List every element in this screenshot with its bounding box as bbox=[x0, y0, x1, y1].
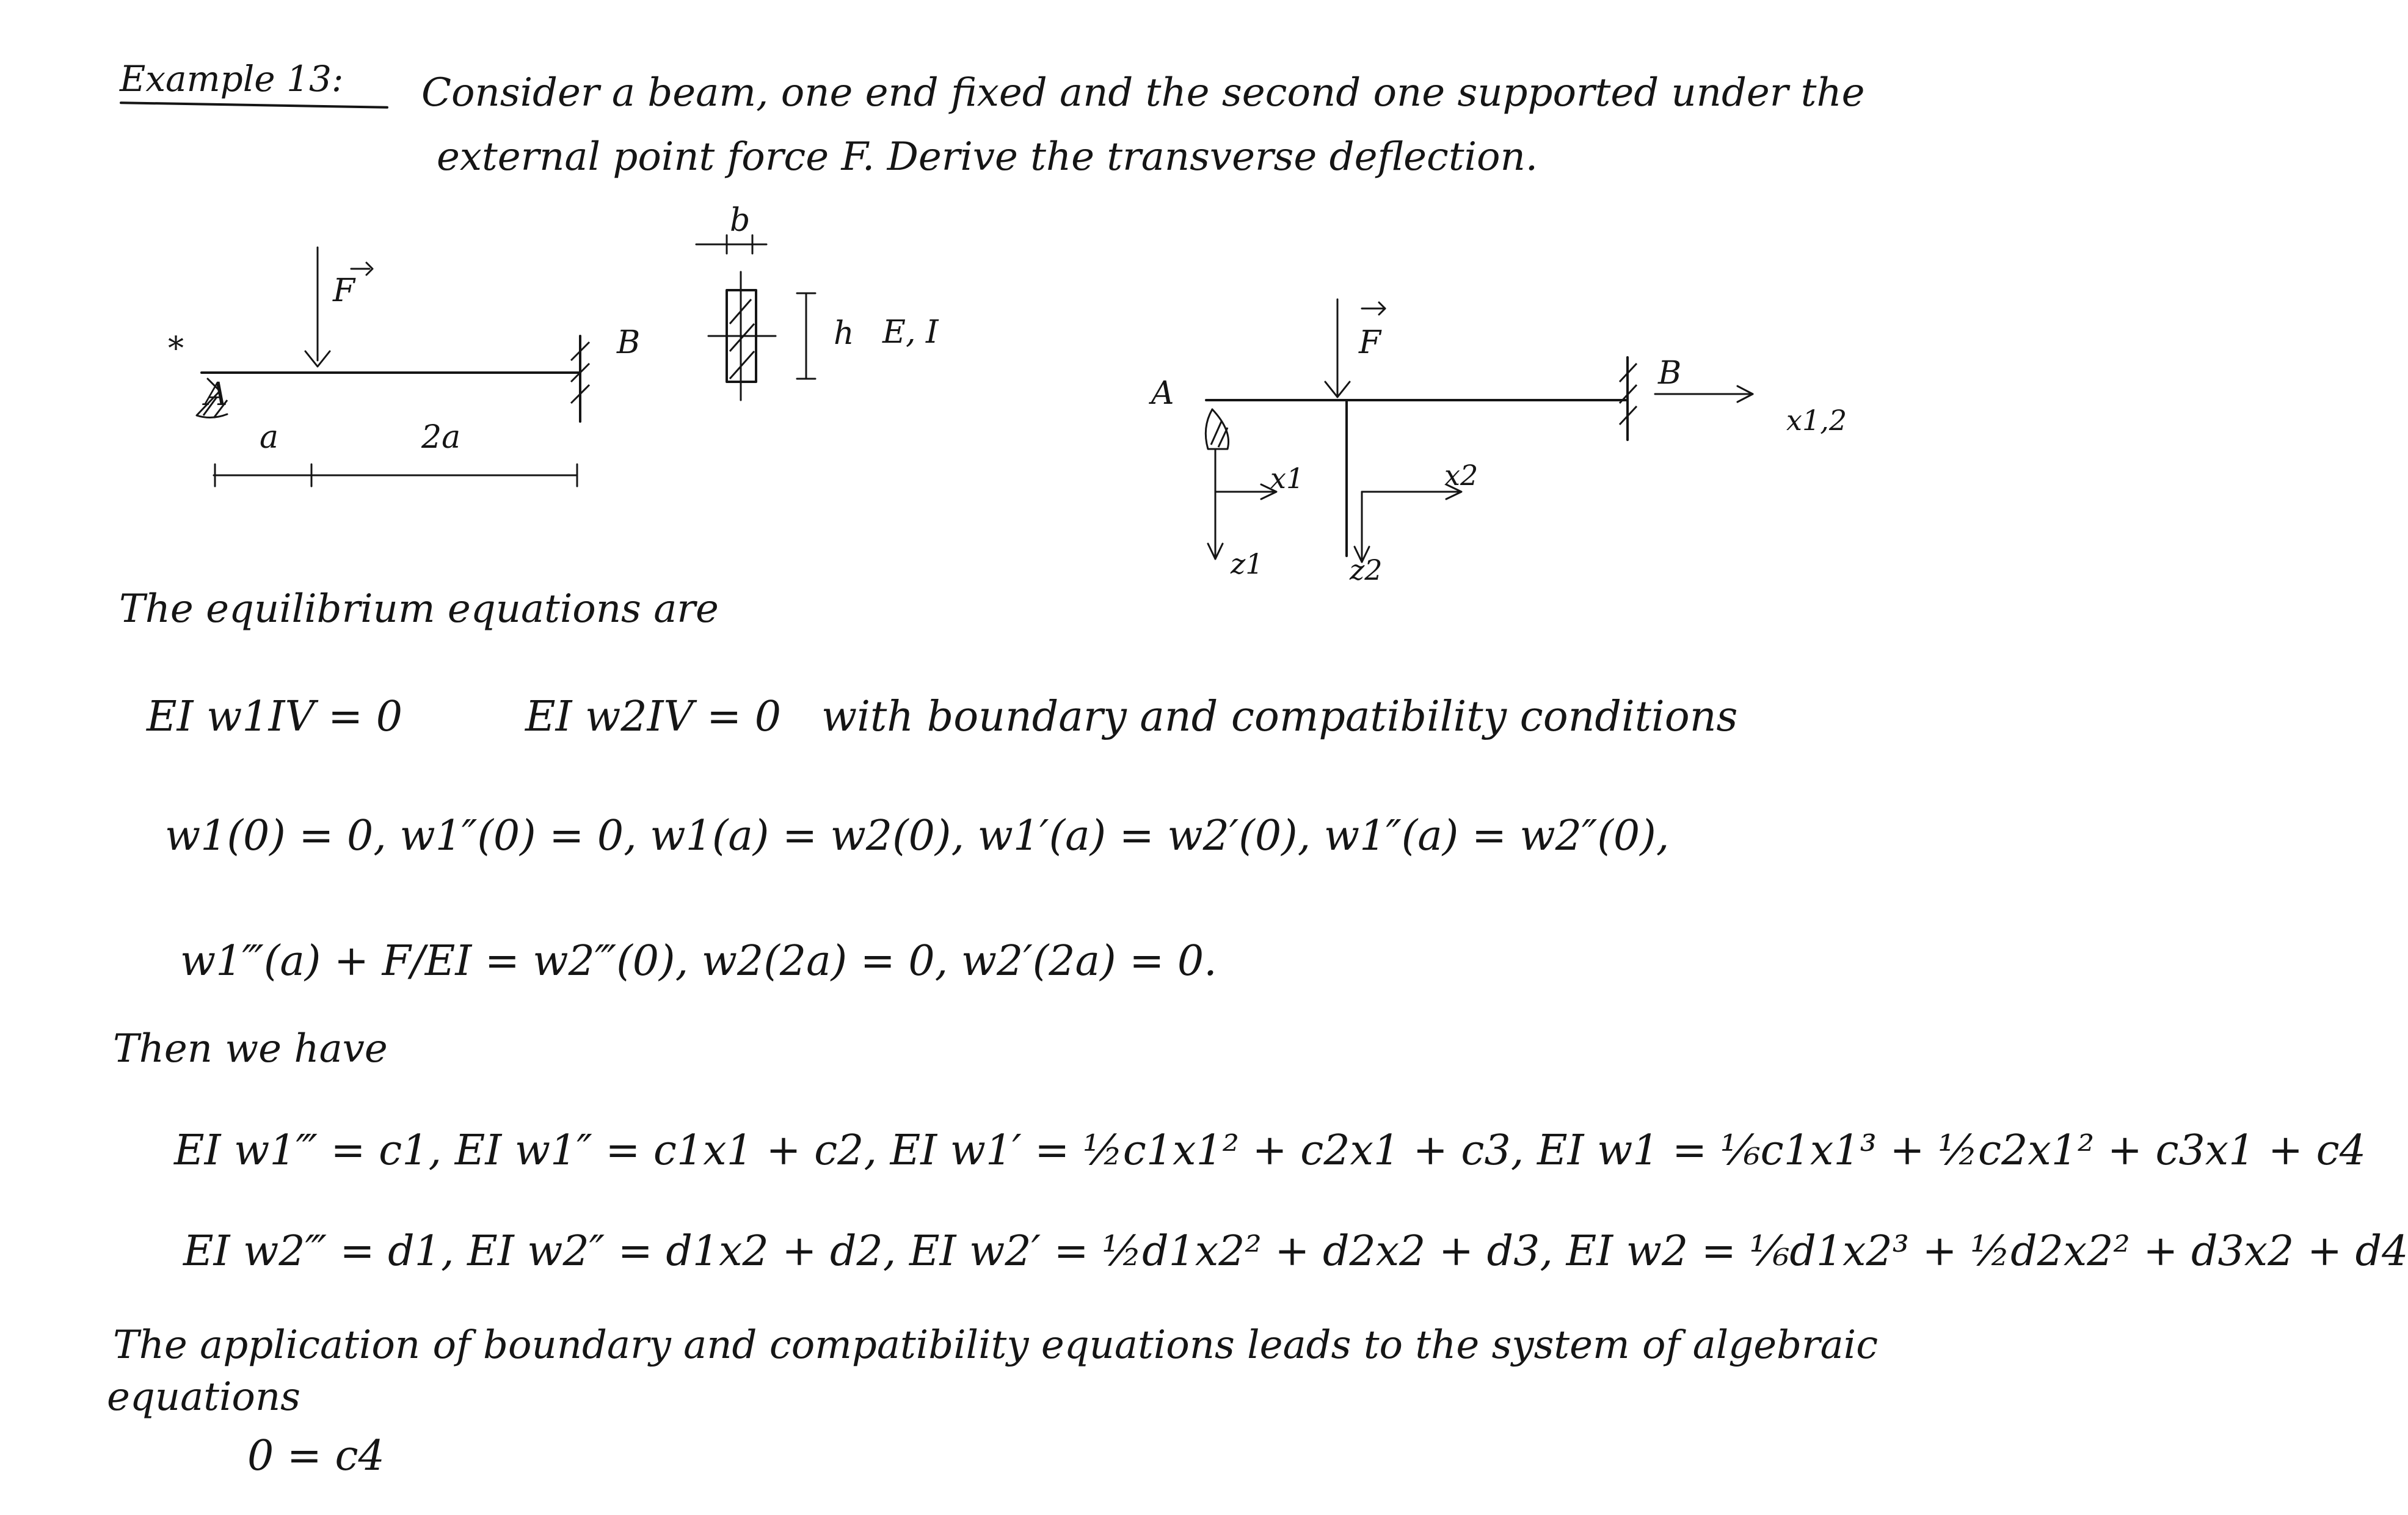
equilibrium-equation-2: EI w2IV = 0 bbox=[525, 693, 782, 741]
right-support-b-label: B bbox=[1658, 355, 1682, 392]
x2-label: x2 bbox=[1444, 459, 1479, 492]
left-dimension-a-label: a bbox=[260, 419, 279, 456]
left-force-arrow-head bbox=[305, 351, 330, 367]
left-wall-hatch-3 bbox=[571, 385, 589, 403]
solution-equations-line-1: EI w1‴ = c1, EI w1″ = c1x1 + c2, EI w1′ = ½c1x1² + c2x1 + c3, EI w1 = ⅙c1x1³ + ½c2x1² + c3x1 + c4 bbox=[174, 1126, 2366, 1175]
section-hatch-2 bbox=[730, 324, 754, 351]
z1-label: z1 bbox=[1231, 547, 1264, 580]
application-text-line-2: equations bbox=[107, 1374, 300, 1420]
left-force-label: F bbox=[333, 272, 355, 309]
example-label: Example 13: bbox=[120, 58, 344, 100]
application-text-line-1: The application of boundary and compatibility equations leads to the system of algebraic bbox=[113, 1323, 1879, 1368]
right-wall-hatch-3 bbox=[1620, 406, 1637, 425]
left-force-vector-mark-head bbox=[366, 263, 373, 275]
problem-statement-line-2: external point force F. Derive the transverse deflection. bbox=[437, 134, 1538, 180]
left-support-label: A bbox=[205, 376, 228, 413]
right-support-a-label: A bbox=[1151, 375, 1174, 412]
solution-equations-line-2: EI w2‴ = d1, EI w2″ = d1x2 + d2, EI w2′ = ½d1x2² + d2x2 + d3, EI w2 = ⅙d1x2³ + ½d2x2² + d3x2 + d4 bbox=[183, 1227, 2408, 1276]
boundary-conditions-line-1: w1(0) = 0, w1″(0) = 0, w1(a) = w2(0), w1′(a) = w2′(0), w1″(a) = w2″(0), bbox=[165, 812, 1670, 860]
right-wall-hatch-1 bbox=[1620, 363, 1637, 382]
left-fixed-support-label: B bbox=[617, 324, 641, 361]
section-properties-label: E, I bbox=[882, 314, 939, 351]
example-underline bbox=[120, 101, 388, 109]
right-force-label: F bbox=[1359, 324, 1381, 361]
left-wall-hatch-1 bbox=[571, 342, 589, 360]
right-pin-support bbox=[1206, 409, 1228, 449]
right-pin-hatch-2 bbox=[1218, 428, 1228, 447]
z1-axis-arrow bbox=[1208, 544, 1223, 559]
global-axis-label: x1,2 bbox=[1786, 404, 1847, 437]
section-height-label: h bbox=[834, 315, 854, 352]
left-wall-hatch-2 bbox=[571, 363, 589, 382]
solution-intro-text: Then we have bbox=[113, 1026, 388, 1071]
right-wall-hatch-2 bbox=[1620, 385, 1637, 403]
equilibrium-intro-text: The equilibrium equations are bbox=[119, 586, 719, 632]
section-hatch-3 bbox=[730, 351, 754, 379]
problem-statement-line-1: Consider a beam, one end fixed and the second one supported under the bbox=[421, 70, 1865, 115]
global-x-axis-arrow bbox=[1737, 386, 1753, 402]
boundary-conditions-line-2: w1‴(a) + F/EI = w2‴(0), w2(2a) = 0, w2′(2a) = 0. bbox=[180, 937, 1217, 985]
z2-label: z2 bbox=[1350, 553, 1383, 586]
final-equation: 0 = c4 bbox=[247, 1432, 385, 1480]
left-dimension-2a-label: 2a bbox=[421, 419, 461, 456]
right-pin-hatch-1 bbox=[1211, 422, 1221, 445]
x1-label: x1 bbox=[1270, 462, 1304, 495]
right-force-vector-mark-head bbox=[1379, 302, 1385, 315]
section-width-label: b bbox=[730, 202, 751, 239]
section-hatch-1 bbox=[730, 299, 751, 324]
equilibrium-equation-1: EI w1IV = 0 bbox=[147, 693, 403, 741]
left-star-label: * bbox=[168, 330, 184, 367]
section-rectangle bbox=[727, 290, 756, 382]
boundary-condition-intro: with boundary and compatibility conditions bbox=[821, 693, 1738, 741]
right-force-arrow-head bbox=[1325, 382, 1350, 397]
